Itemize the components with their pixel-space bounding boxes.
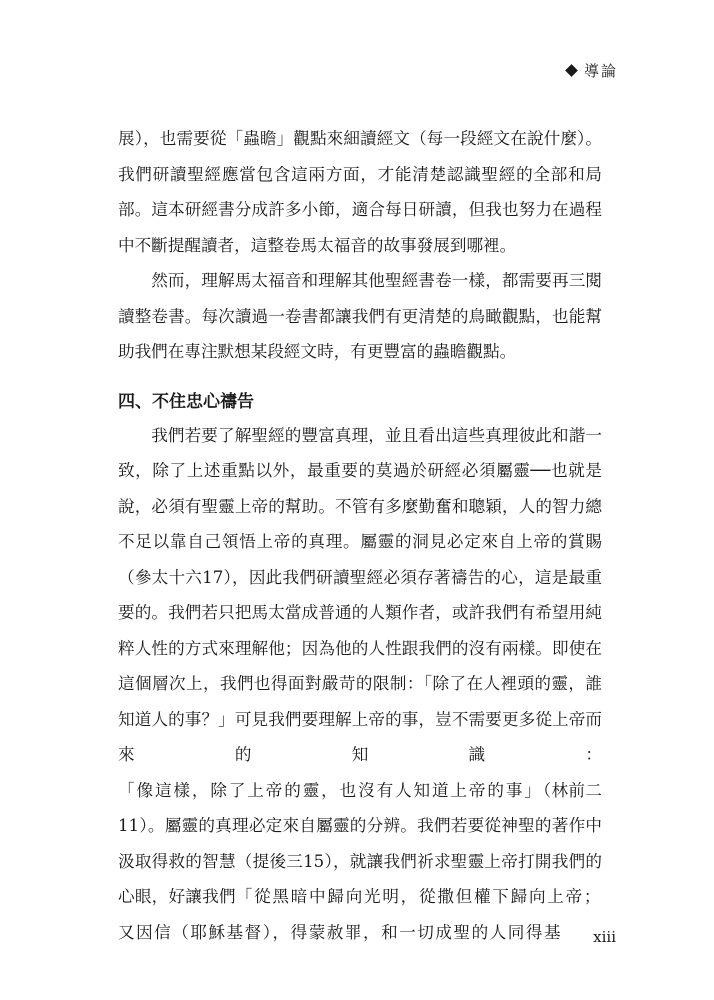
running-head-title: 導論 bbox=[583, 62, 618, 80]
body-text bbox=[118, 121, 602, 950]
section-heading: 四、不住忠心禱告 bbox=[118, 391, 254, 412]
paragraph-section-four bbox=[118, 418, 602, 951]
diamond-bullet-icon bbox=[565, 64, 578, 77]
scripture-quote: 「從黑暗中歸向光明，從撒但權下歸向上帝；又因信（耶穌基督），得蒙赦罪，和一切成聖的人同得基 bbox=[118, 887, 603, 942]
paragraph: 然而，理解馬太福音和理解其他聖經書卷一樣，都需要再三閱讀整卷書。每次讀過一卷書都讓我們有更清楚的鳥瞰觀點，也能幫助我們在專注默想某段經文時，有更豐富的蟲瞻觀點。 bbox=[118, 271, 602, 361]
paragraph-text: 我們若要了解聖經的豐富真理，並且看出這些真理彼此和諧一致，除了上述重點以外，最重要的莫過於研經必須屬靈──也就是說，必須有聖靈上帝的幫助。不管有多麼勤奮和聰穎，人的智力總不足以靠自己領悟上帝的真理。屬靈的洞見必定來自上帝的賞賜（參太十六17），因此我們研讀聖經必須存著禱告的心，這是最重要的。我們若只把馬太當成普通的人類作者，或許我們有希望用純粹人性的方式來理解他；因為他的人性跟我們的沒有兩樣。即使在這個層次上，我們也得面對嚴苛的限制：「除了在人裡頭的靈，誰知道人的事？」可見我們要理解上帝的事，豈不需要更多從上帝而來的知識： bbox=[118, 425, 602, 764]
page-number: xiii bbox=[593, 928, 616, 946]
running-head bbox=[567, 60, 618, 81]
paragraph-text: （林前二11）。屬靈的真理必定來自屬靈的分辨。我們若要從神聖的著作中汲取得救的智慧（提後三15），就讓我們祈求聖靈上帝打開我們的心眼，好讓我們 bbox=[118, 780, 602, 906]
paragraph-continued: 展），也需要從「蟲瞻」觀點來細讀經文（每一段經文在說什麼）。我們研讀聖經應當包含這兩方面，才能清楚認識聖經的全部和局部。這本研經書分成許多小節，適合每日研讀，但我也努力在過程中不斷提醒讀者，這整卷馬太福音的故事發展到哪裡。 bbox=[118, 129, 602, 255]
scripture-quote: 「像這樣，除了上帝的靈，也沒有人知道上帝的事」 bbox=[118, 780, 543, 800]
